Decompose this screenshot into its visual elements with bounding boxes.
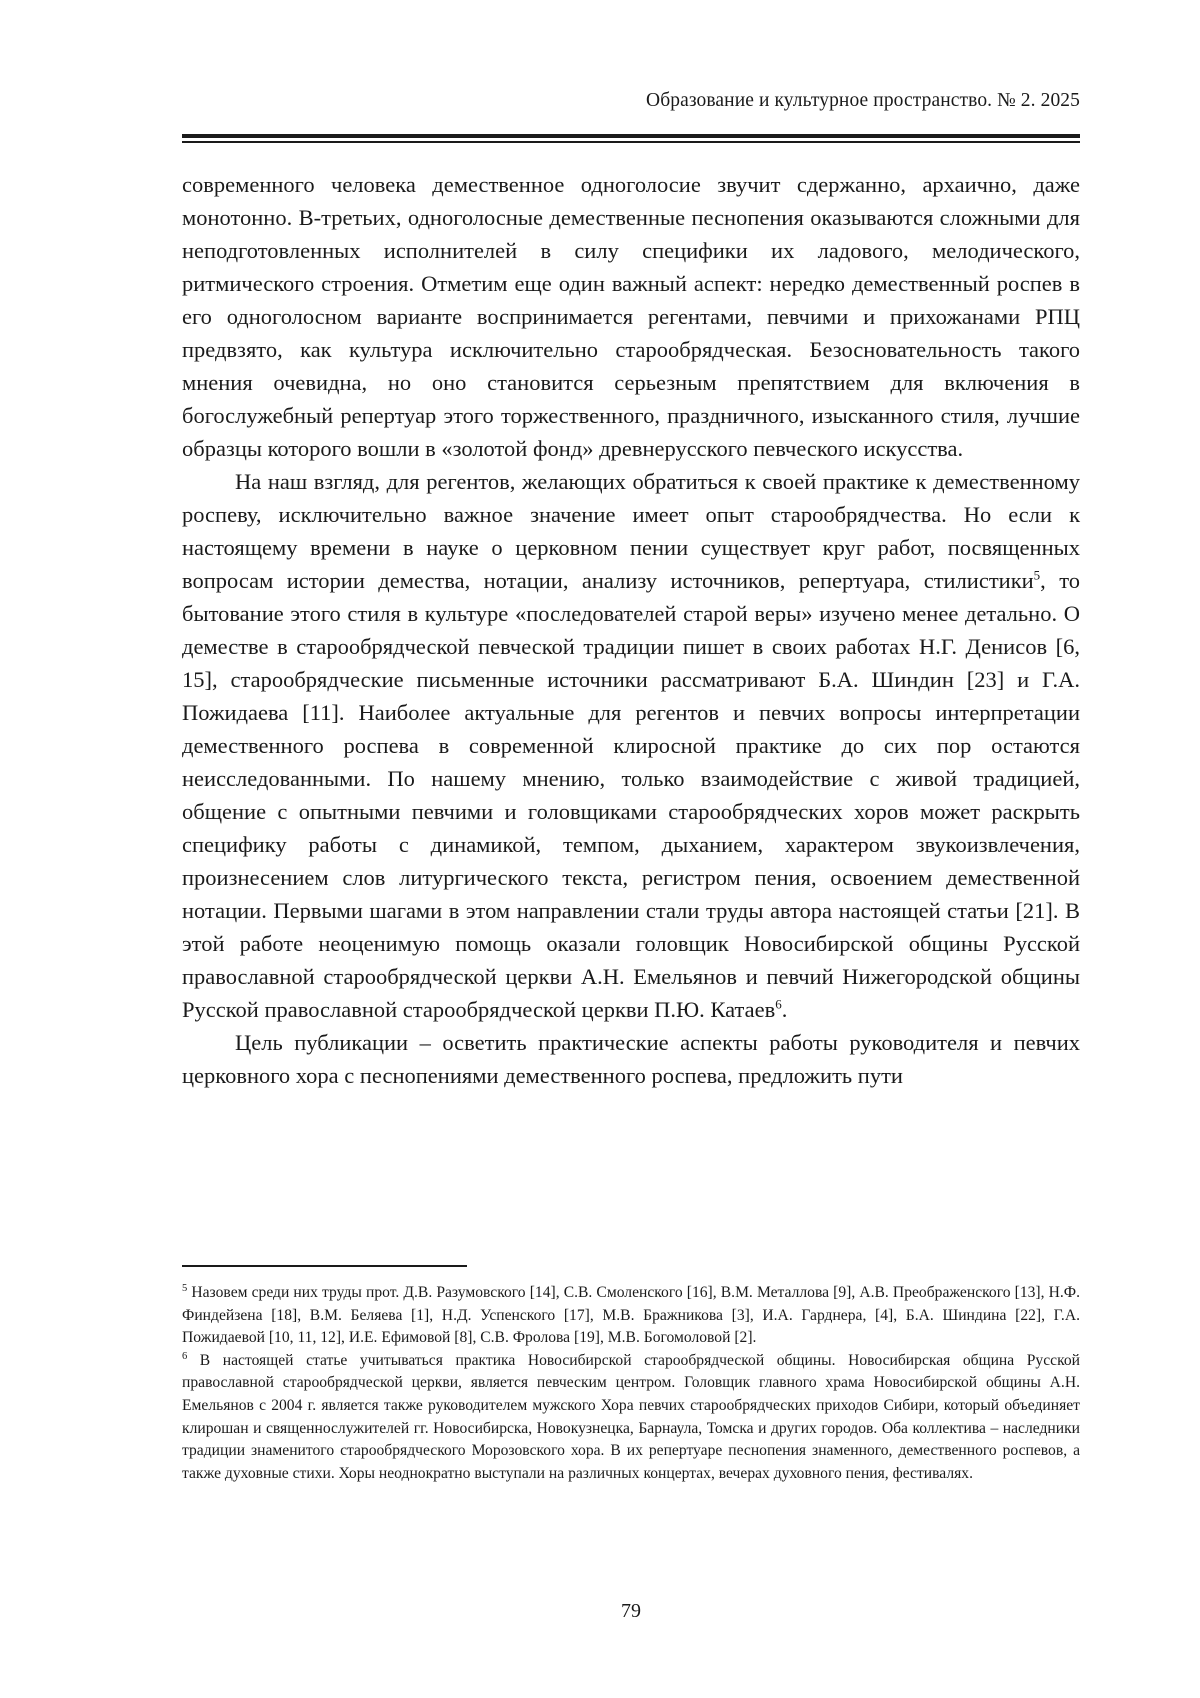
paragraph-publication-goal: Цель публикации – осветить практические аспекты работы руководителя и певчих церковного хора с песнопениями демественного роспева, предложить пути bbox=[182, 1030, 1080, 1088]
footnote-5 bbox=[182, 1282, 1080, 1350]
paragraph-text: . bbox=[781, 997, 788, 1022]
header-rule-thin bbox=[182, 141, 1080, 143]
footnote-ref-6[interactable]: 6 bbox=[775, 996, 782, 1012]
page-number: 79 bbox=[621, 1600, 641, 1622]
footnote-number: 6 bbox=[182, 1350, 188, 1362]
footnote-ref-5[interactable]: 5 bbox=[1033, 567, 1041, 583]
article-body bbox=[182, 168, 1080, 1092]
footnotes bbox=[182, 1282, 1080, 1485]
footnote-text: Назовем среди них труды прот. Д.В. Разумовского [14], С.В. Смоленского [16], В.М. Металлова [9], А.В. Преображенского [13], Н.Ф. Финдейзена [18], В.М. Беляева [1], Н.Д. Успенского [17], М.В. Бражникова [3], И.А. Гарднера, [4], Б.А. Шиндина [22], Г.А. Пожидаевой [10, 11, 12], И.Е. Ефимовой [8], С.В. Фролова [19], М.В. Богомоловой [2]. bbox=[182, 1284, 1080, 1347]
running-header: Образование и культурное пространство. № 2. 2025 bbox=[646, 90, 1080, 111]
footnote-6 bbox=[182, 1350, 1080, 1486]
footnote-number: 5 bbox=[182, 1282, 188, 1294]
paragraph-continued: современного человека демественное одноголосие звучит сдержанно, архаично, даже монотонно. В-третьих, одноголосные демественные песнопения оказываются сложными для неподготовленных исполнителей в силу специфики их ладового, мелодического, ритмического строения. Отметим еще один важный аспект: нередко демественный роспев в его одноголосном варианте воспринимается регентами, певчими и прихожанами РПЦ предвзято, как культура исключительно старообрядческая. Безосновательность такого мнения очевидна, но оно становится серьезным препятствием для включения в богослужебный репертуар этого торжественного, праздничного, изысканного стиля, лучшие образцы которого вошли в «золотой фонд» древнерусского певческого искусства. bbox=[182, 172, 1080, 461]
paragraph-text: На наш взгляд, для регентов, желающих обратиться к своей практике к демественному роспеву, исключительно важное значение имеет опыт старообрядчества. Но если к настоящему времени в науке о церковном пении существует круг работ, посвященных вопросам истории демества, нотации, анализу источников, репертуара, стилистики bbox=[182, 469, 1080, 593]
paragraph-text: , то бытование этого стиля в культуре «последователей старой веры» изучено менее детально. О деместве в старообрядческой певческой традиции пишет в своих работах Н.Г. Денисов [6, 15], старообрядческие письменные источники рассматривают Б.А. Шиндин [23] и Г.А. Пожидаева [11]. Наиболее актуальные для регентов и певчих вопросы интерпретации демественного роспева в современной клиросной практике до сих пор остаются неисследованными. По нашему мнению, только взаимодействие с живой традицией, общение с опытными певчими и головщиками старообрядческих хоров может раскрыть специфику работы с динамикой, темпом, дыханием, характером звукоизвлечения, произнесением слов литургического текста, регистром пения, освоением демественной нотации. Первыми шагами в этом направлении стали труды автора настоящей статьи [21]. В этой работе неоценимую помощь оказали головщик Новосибирской общины Русской православной старообрядческой церкви А.Н. Емельянов и певчий Нижегородской общины Русской православной старообрядческой церкви П.Ю. Катаев bbox=[182, 568, 1080, 1022]
footnote-text: В настоящей статье учитываться практика Новосибирской старообрядческой общины. Новосибирская община Русской православной старообрядческой церкви, является певческим центром. Головщик главного храма Новосибирской общины А.Н. Емельянов с 2004 г. является также руководителем мужского Хора певчих старообрядческих приходов Сибири, который объединяет клирошан и священнослужителей гг. Новосибирска, Новокузнецка, Барнаула, Томска и других городов. Оба коллектива – наследники традиции знаменитого старообрядческого Морозовского хора. В их репертуаре песнопения знаменного, демественного роспевов, а также духовные стихи. Хоры неоднократно выступали на различных концертах, вечерах духовного пения, фестивалях. bbox=[182, 1351, 1080, 1482]
header-double-rule bbox=[182, 134, 1080, 143]
footnote-separator bbox=[182, 1265, 467, 1267]
paragraph-regents bbox=[182, 465, 1080, 1026]
